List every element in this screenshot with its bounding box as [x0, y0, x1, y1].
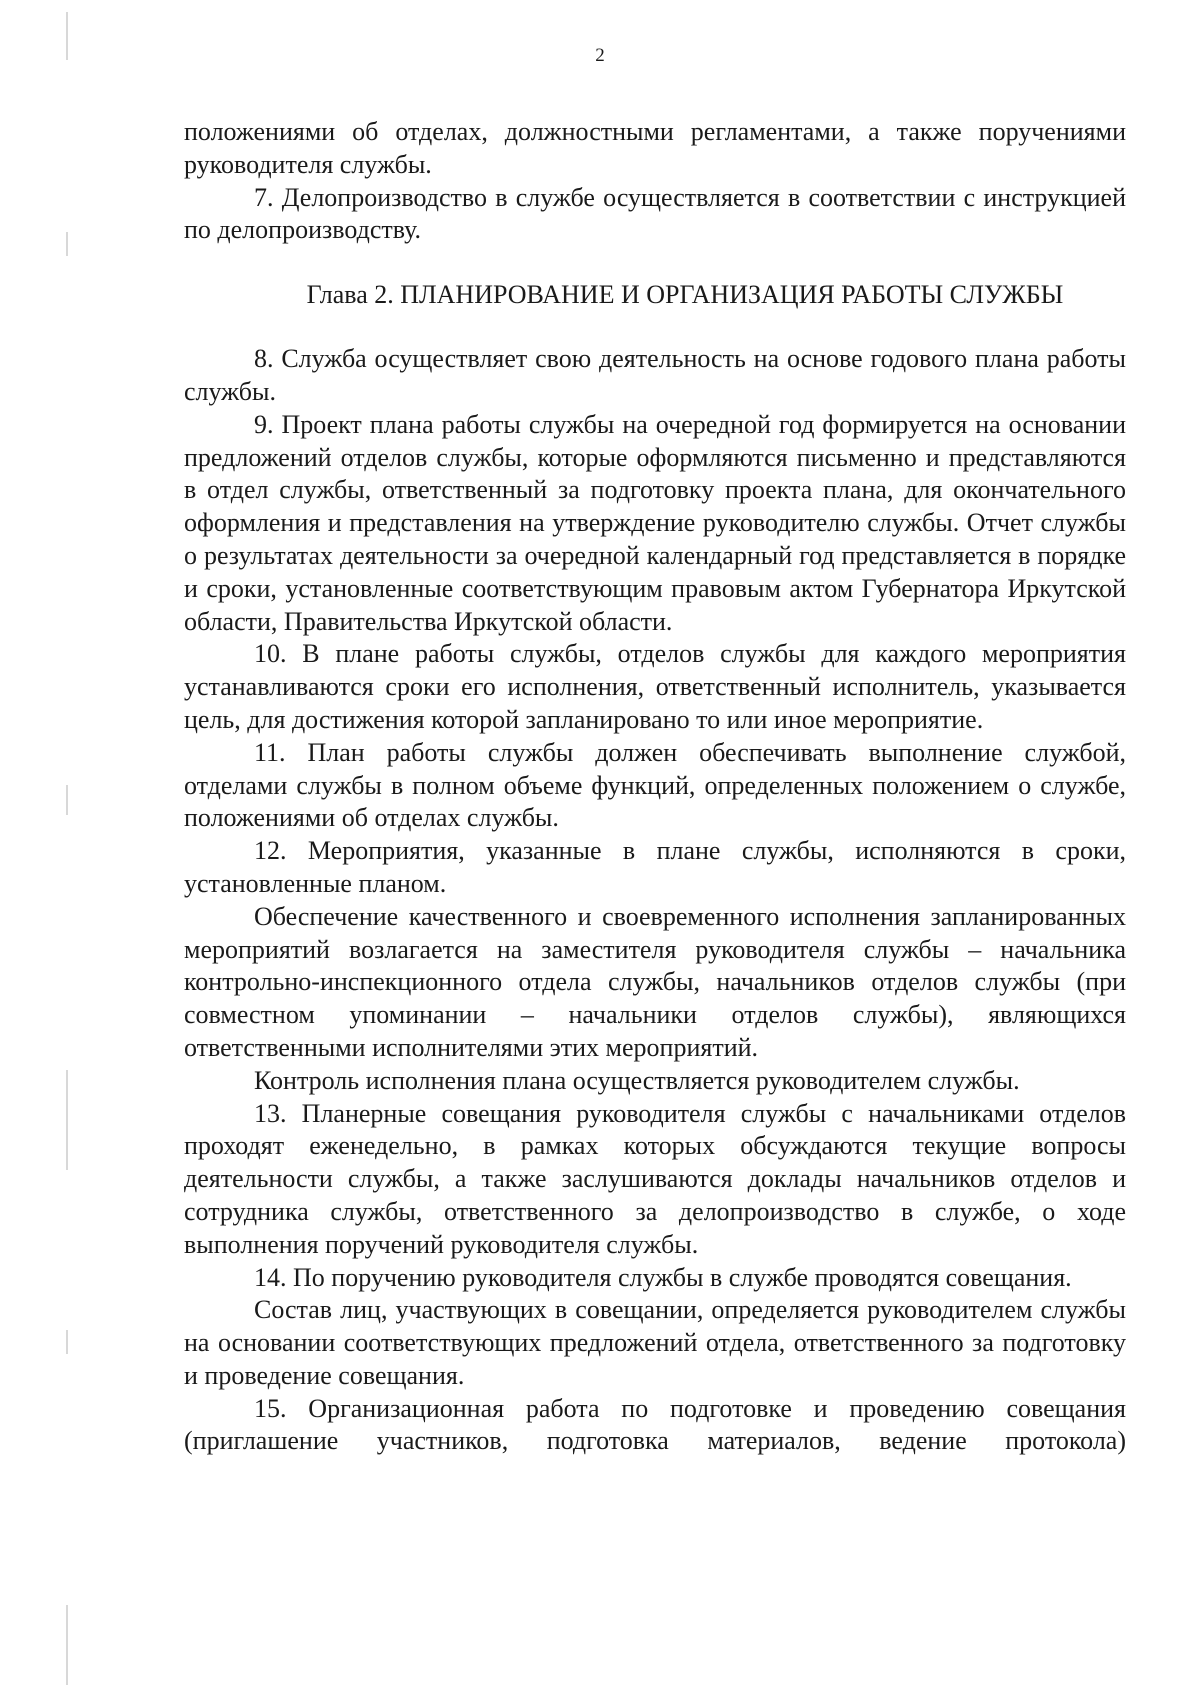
document-body [184, 116, 1126, 1458]
chapter-heading: Глава 2. ПЛАНИРОВАНИЕ И ОРГАНИЗАЦИЯ РАБОТЫ СЛУЖБЫ [306, 280, 1064, 310]
paragraph-15: 15. Организационная работа по подготовке и проведению совещания (приглашение участников, подготовка материалов, ведение протокола) [184, 1393, 1126, 1456]
scan-artifact [66, 785, 68, 815]
scan-artifact [66, 1070, 68, 1170]
paragraph-intro-continuation: положениями об отделах, должностными регламентами, а также поручениями руководителя службы. [184, 117, 1126, 179]
scan-artifact [66, 232, 68, 256]
paragraph-9: 9. Проект плана работы службы на очередной год формируется на основании предложений отделов службы, которые оформляются письменно и представляются в отдел службы, ответственный за подготовку проекта плана, для окончательного оформления и представления на утверждение руководителю службы. Отчет службы о результатах деятельности за очередной календарный год представляется в порядке и сроки, установленные соответствующим правовым актом Губернатора Иркутской области, Правительства Иркутской области. [184, 409, 1126, 636]
paragraph-14-composition: Состав лиц, участвующих в совещании, определяется руководителем службы на основании соответствующих предложений отдела, ответственного за подготовку и проведение совещания. [184, 1295, 1126, 1390]
paragraph-7: 7. Делопроизводство в службе осуществляется в соответствии с инструкцией по делопроизводству. [184, 182, 1126, 245]
paragraph-12-responsibility: Обеспечение качественного и своевременного исполнения запланированных мероприятий возлагается на заместителя руководителя службы – начальника контрольно-инспекционного отдела службы, начальников отделов службы (при совместном упоминании – начальники отделов службы), являющихся ответственными исполнителями этих мероприятий. [184, 901, 1126, 1062]
paragraph-12-control: Контроль исполнения плана осуществляется руководителем службы. [254, 1065, 1020, 1095]
page-number: 2 [595, 45, 605, 66]
paragraph-8: 8. Служба осуществляет свою деятельность на основе годового плана работы службы. [184, 344, 1126, 406]
paragraph-12: 12. Мероприятия, указанные в плане службы, исполняются в сроки, установленные планом. [184, 836, 1126, 898]
paragraph-10: 10. В плане работы службы, отделов службы для каждого мероприятия устанавливаются сроки его исполнения, ответственный исполнитель, указывается цель, для достижения которой запланировано то или иное мероприятие. [184, 639, 1126, 734]
paragraph-14: 14. По поручению руководителя службы в службе проводятся совещания. [254, 1262, 1072, 1292]
scan-artifact [66, 1330, 68, 1354]
paragraph-11: 11. План работы службы должен обеспечивать выполнение службой, отделами службы в полном объеме функций, определенных положением о службе, положениями об отделах службы. [184, 737, 1126, 833]
paragraph-13: 13. Планерные совещания руководителя службы с начальниками отделов проходят еженедельно, в рамках которых обсуждаются текущие вопросы деятельности службы, а также заслушиваются доклады начальников отделов и сотрудника службы, ответственного за делопроизводство в службе, о ходе выполнения поручений руководителя службы. [184, 1098, 1126, 1259]
scan-artifact [66, 1605, 68, 1685]
